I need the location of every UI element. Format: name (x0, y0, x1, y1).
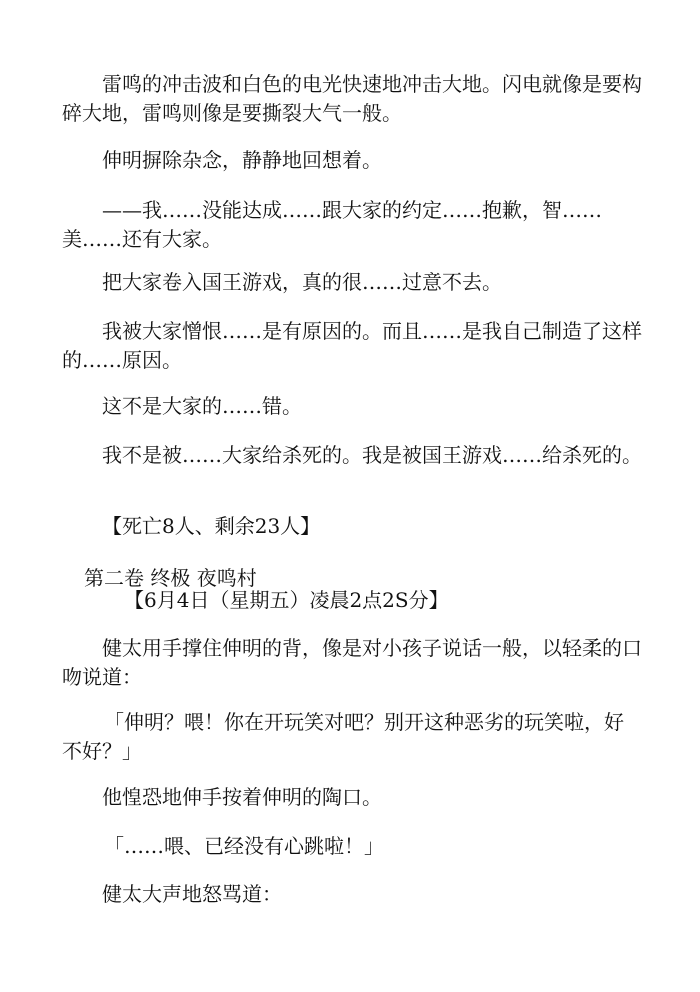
paragraph-kenta: 健太用手撑住伸明的背，像是对小孩子说话一般，以轻柔的口吻说道： (62, 636, 642, 689)
paragraph-recall: 伸明摒除杂念，静静地回想着。 (102, 148, 382, 172)
paragraph-promise: ——我……没能达成……跟大家的约定……抱歉，智……美……还有大家。 (62, 198, 602, 251)
paragraph-hated: 我被大家憎恨……是有原因的。而且……是我自己制造了这样的……原因。 (62, 319, 642, 372)
chapter-timestamp: 【6月4日（星期五）凌晨2点2S分】 (124, 588, 449, 612)
paragraph-killed: 我不是被……大家给杀死的。我是被国王游戏……给杀死的。 (102, 443, 642, 467)
paragraph-shout: 健太大声地怒骂道： (102, 882, 282, 906)
dialogue-joking: 「伸明？喂！你在开玩笑对吧？别开这种恶劣的玩笑啦，好不好？」 (62, 710, 624, 763)
paragraph-chest: 他惶恐地伸手按着伸明的陶口。 (102, 785, 382, 809)
paragraph-not-fault: 这不是大家的……错。 (102, 394, 302, 418)
chapter-title: 第二卷 终极 夜鸣村 (84, 566, 257, 590)
casualty-count: 【死亡8人、剩余23人】 (102, 514, 321, 538)
paragraph-lightning: 雷鸣的冲击波和白色的电光快速地冲击大地。闪电就像是要构碎大地，雷鸣则像是要撕裂大气一般。 (62, 72, 642, 125)
dialogue-heartbeat: 「……喂、已经没有心跳啦！」 (104, 834, 384, 858)
paragraph-game: 把大家卷入国王游戏，真的很……过意不去。 (102, 270, 502, 294)
